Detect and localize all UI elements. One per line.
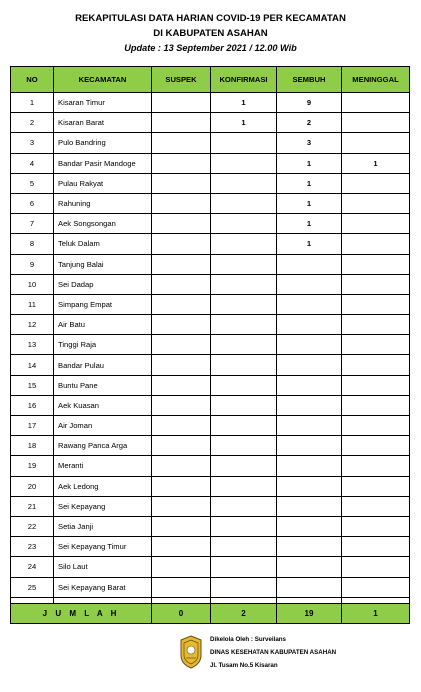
row-konfirmasi: 1 — [211, 113, 277, 133]
row-meninggal — [342, 193, 410, 213]
column-header-sembuh: SEMBUH — [277, 67, 342, 93]
row-suspek — [152, 294, 211, 314]
row-kecamatan: Sei Kepayang Barat — [54, 577, 152, 597]
row-konfirmasi — [211, 516, 277, 536]
row-konfirmasi — [211, 476, 277, 496]
table-row — [11, 315, 410, 335]
row-no: 20 — [11, 476, 54, 496]
row-suspek — [152, 133, 211, 153]
row-no: 23 — [11, 537, 54, 557]
row-no: 14 — [11, 355, 54, 375]
row-sembuh: 1 — [277, 153, 342, 173]
row-no: 21 — [11, 496, 54, 516]
row-kecamatan: Silo Laut — [54, 557, 152, 577]
row-kecamatan: Tinggi Raja — [54, 335, 152, 355]
row-konfirmasi — [211, 294, 277, 314]
table-row — [11, 375, 410, 395]
row-suspek — [152, 577, 211, 597]
table-row — [11, 416, 410, 436]
row-suspek — [152, 496, 211, 516]
row-konfirmasi — [211, 577, 277, 597]
row-meninggal — [342, 537, 410, 557]
total-suspek: 0 — [152, 603, 211, 623]
total-meninggal: 1 — [342, 603, 410, 623]
row-meninggal — [342, 516, 410, 536]
table-row — [11, 557, 410, 577]
row-kecamatan: Aek Ledong — [54, 476, 152, 496]
row-suspek — [152, 254, 211, 274]
row-meninggal — [342, 436, 410, 456]
row-sembuh: 1 — [277, 214, 342, 234]
row-meninggal — [342, 133, 410, 153]
row-sembuh: 1 — [277, 234, 342, 254]
table-row — [11, 516, 410, 536]
row-kecamatan: Aek Kuasan — [54, 395, 152, 415]
row-sembuh — [277, 375, 342, 395]
row-no: 22 — [11, 516, 54, 536]
total-sembuh: 19 — [277, 603, 342, 623]
row-kecamatan: Pulau Rakyat — [54, 173, 152, 193]
row-suspek — [152, 335, 211, 355]
row-meninggal: 1 — [342, 153, 410, 173]
row-meninggal — [342, 294, 410, 314]
row-suspek — [152, 355, 211, 375]
row-meninggal — [342, 557, 410, 577]
row-sembuh — [277, 557, 342, 577]
row-konfirmasi — [211, 496, 277, 516]
column-header-kecamatan: KECAMATAN — [54, 67, 152, 93]
update-timestamp: Update : 13 September 2021 / 12.00 Wib — [124, 43, 297, 53]
row-meninggal — [342, 93, 410, 113]
row-meninggal — [342, 254, 410, 274]
row-konfirmasi — [211, 557, 277, 577]
row-sembuh: 9 — [277, 93, 342, 113]
row-suspek — [152, 375, 211, 395]
row-konfirmasi — [211, 395, 277, 415]
row-no: 12 — [11, 315, 54, 335]
row-sembuh: 2 — [277, 113, 342, 133]
table-row — [11, 395, 410, 415]
row-konfirmasi: 1 — [211, 93, 277, 113]
row-kecamatan: Air Batu — [54, 315, 152, 335]
table-row — [11, 234, 410, 254]
row-sembuh — [277, 395, 342, 415]
row-konfirmasi — [211, 274, 277, 294]
report-subtitle: DI KABUPATEN ASAHAN — [153, 28, 268, 39]
row-no: 2 — [11, 113, 54, 133]
row-suspek — [152, 315, 211, 335]
row-meninggal — [342, 355, 410, 375]
row-meninggal — [342, 416, 410, 436]
asahan-regency-emblem-icon — [180, 635, 202, 669]
table-row — [11, 214, 410, 234]
row-kecamatan: Meranti — [54, 456, 152, 476]
row-meninggal — [342, 274, 410, 294]
row-sembuh: 1 — [277, 193, 342, 213]
row-konfirmasi — [211, 436, 277, 456]
row-sembuh — [277, 315, 342, 335]
row-kecamatan: Teluk Dalam — [54, 234, 152, 254]
footer-address: Jl. Tusam No.5 Kisaran — [210, 662, 278, 669]
row-kecamatan: Pulo Bandring — [54, 133, 152, 153]
row-no: 1 — [11, 93, 54, 113]
row-sembuh — [277, 416, 342, 436]
column-header-meninggal: MENINGGAL — [342, 67, 410, 93]
row-no: 7 — [11, 214, 54, 234]
row-meninggal — [342, 214, 410, 234]
row-konfirmasi — [211, 254, 277, 274]
row-kecamatan: Tanjung Balai — [54, 254, 152, 274]
row-sembuh — [277, 274, 342, 294]
row-sembuh — [277, 335, 342, 355]
row-suspek — [152, 557, 211, 577]
row-konfirmasi — [211, 537, 277, 557]
row-no: 17 — [11, 416, 54, 436]
row-sembuh — [277, 254, 342, 274]
row-suspek — [152, 113, 211, 133]
row-kecamatan: Rahuning — [54, 193, 152, 213]
row-konfirmasi — [211, 173, 277, 193]
row-konfirmasi — [211, 193, 277, 213]
row-meninggal — [342, 173, 410, 193]
row-kecamatan: Sei Dadap — [54, 274, 152, 294]
report-title: REKAPITULASI DATA HARIAN COVID-19 PER KECAMATAN — [75, 13, 346, 24]
row-sembuh — [277, 516, 342, 536]
table-row — [11, 133, 410, 153]
row-meninggal — [342, 375, 410, 395]
row-kecamatan: Aek Songsongan — [54, 214, 152, 234]
row-suspek — [152, 456, 211, 476]
row-sembuh: 3 — [277, 133, 342, 153]
row-meninggal — [342, 456, 410, 476]
row-sembuh — [277, 355, 342, 375]
row-meninggal — [342, 335, 410, 355]
row-no: 11 — [11, 294, 54, 314]
table-row — [11, 173, 410, 193]
row-konfirmasi — [211, 153, 277, 173]
row-suspek — [152, 193, 211, 213]
row-kecamatan: Bandar Pulau — [54, 355, 152, 375]
column-header-no: NO — [11, 67, 54, 93]
row-meninggal — [342, 496, 410, 516]
row-no: 4 — [11, 153, 54, 173]
row-meninggal — [342, 395, 410, 415]
row-no: 8 — [11, 234, 54, 254]
row-konfirmasi — [211, 234, 277, 254]
table-row — [11, 496, 410, 516]
row-no: 16 — [11, 395, 54, 415]
footer — [180, 634, 420, 674]
row-no: 25 — [11, 577, 54, 597]
table-row — [11, 153, 410, 173]
table-row — [11, 113, 410, 133]
row-suspek — [152, 214, 211, 234]
table-row — [11, 294, 410, 314]
total-label: J U M L A H — [11, 603, 152, 623]
table-row — [11, 476, 410, 496]
row-kecamatan: Sei Kepayang Timur — [54, 537, 152, 557]
row-suspek — [152, 234, 211, 254]
row-kecamatan: Kisaran Barat — [54, 113, 152, 133]
table-row — [11, 254, 410, 274]
column-header-suspek: SUSPEK — [152, 67, 211, 93]
row-konfirmasi — [211, 375, 277, 395]
table-row — [11, 456, 410, 476]
row-kecamatan: Sei Kepayang — [54, 496, 152, 516]
row-no: 10 — [11, 274, 54, 294]
row-meninggal — [342, 476, 410, 496]
row-meninggal — [342, 234, 410, 254]
row-suspek — [152, 395, 211, 415]
table-row — [11, 274, 410, 294]
table-row — [11, 537, 410, 557]
row-suspek — [152, 516, 211, 536]
row-sembuh — [277, 496, 342, 516]
table-row — [11, 577, 410, 597]
row-sembuh — [277, 456, 342, 476]
row-no: 15 — [11, 375, 54, 395]
recap-table — [10, 66, 410, 624]
row-sembuh — [277, 294, 342, 314]
row-kecamatan: Setia Janji — [54, 516, 152, 536]
row-kecamatan: Rawang Panca Arga — [54, 436, 152, 456]
total-row — [11, 603, 410, 623]
row-konfirmasi — [211, 456, 277, 476]
footer-agency: DINAS KESEHATAN KABUPATEN ASAHAN — [210, 649, 337, 656]
row-sembuh — [277, 537, 342, 557]
column-header-konfirmasi: KONFIRMASI — [211, 67, 277, 93]
row-no: 9 — [11, 254, 54, 274]
row-suspek — [152, 537, 211, 557]
row-no: 5 — [11, 173, 54, 193]
row-no: 19 — [11, 456, 54, 476]
footer-managed-by: Dikelola Oleh : Surveilans — [210, 636, 286, 643]
row-meninggal — [342, 113, 410, 133]
table-row — [11, 193, 410, 213]
row-suspek — [152, 153, 211, 173]
row-suspek — [152, 436, 211, 456]
row-sembuh — [277, 577, 342, 597]
table-row — [11, 335, 410, 355]
row-meninggal — [342, 315, 410, 335]
row-kecamatan: Kisaran Timur — [54, 93, 152, 113]
row-sembuh — [277, 436, 342, 456]
row-suspek — [152, 416, 211, 436]
row-no: 13 — [11, 335, 54, 355]
table-row — [11, 436, 410, 456]
total-konfirmasi: 2 — [211, 603, 277, 623]
table-header-row — [11, 67, 410, 93]
table-row — [11, 93, 410, 113]
row-suspek — [152, 173, 211, 193]
row-suspek — [152, 476, 211, 496]
row-suspek — [152, 93, 211, 113]
row-konfirmasi — [211, 133, 277, 153]
row-no: 3 — [11, 133, 54, 153]
row-no: 24 — [11, 557, 54, 577]
row-meninggal — [342, 577, 410, 597]
row-suspek — [152, 274, 211, 294]
row-kecamatan: Simpang Empat — [54, 294, 152, 314]
row-konfirmasi — [211, 355, 277, 375]
row-no: 6 — [11, 193, 54, 213]
row-konfirmasi — [211, 416, 277, 436]
row-konfirmasi — [211, 214, 277, 234]
row-konfirmasi — [211, 335, 277, 355]
row-sembuh — [277, 476, 342, 496]
table-row — [11, 355, 410, 375]
row-kecamatan: Buntu Pane — [54, 375, 152, 395]
row-kecamatan: Air Joman — [54, 416, 152, 436]
row-kecamatan: Bandar Pasir Mandoge — [54, 153, 152, 173]
row-no: 18 — [11, 436, 54, 456]
row-sembuh: 1 — [277, 173, 342, 193]
row-konfirmasi — [211, 315, 277, 335]
